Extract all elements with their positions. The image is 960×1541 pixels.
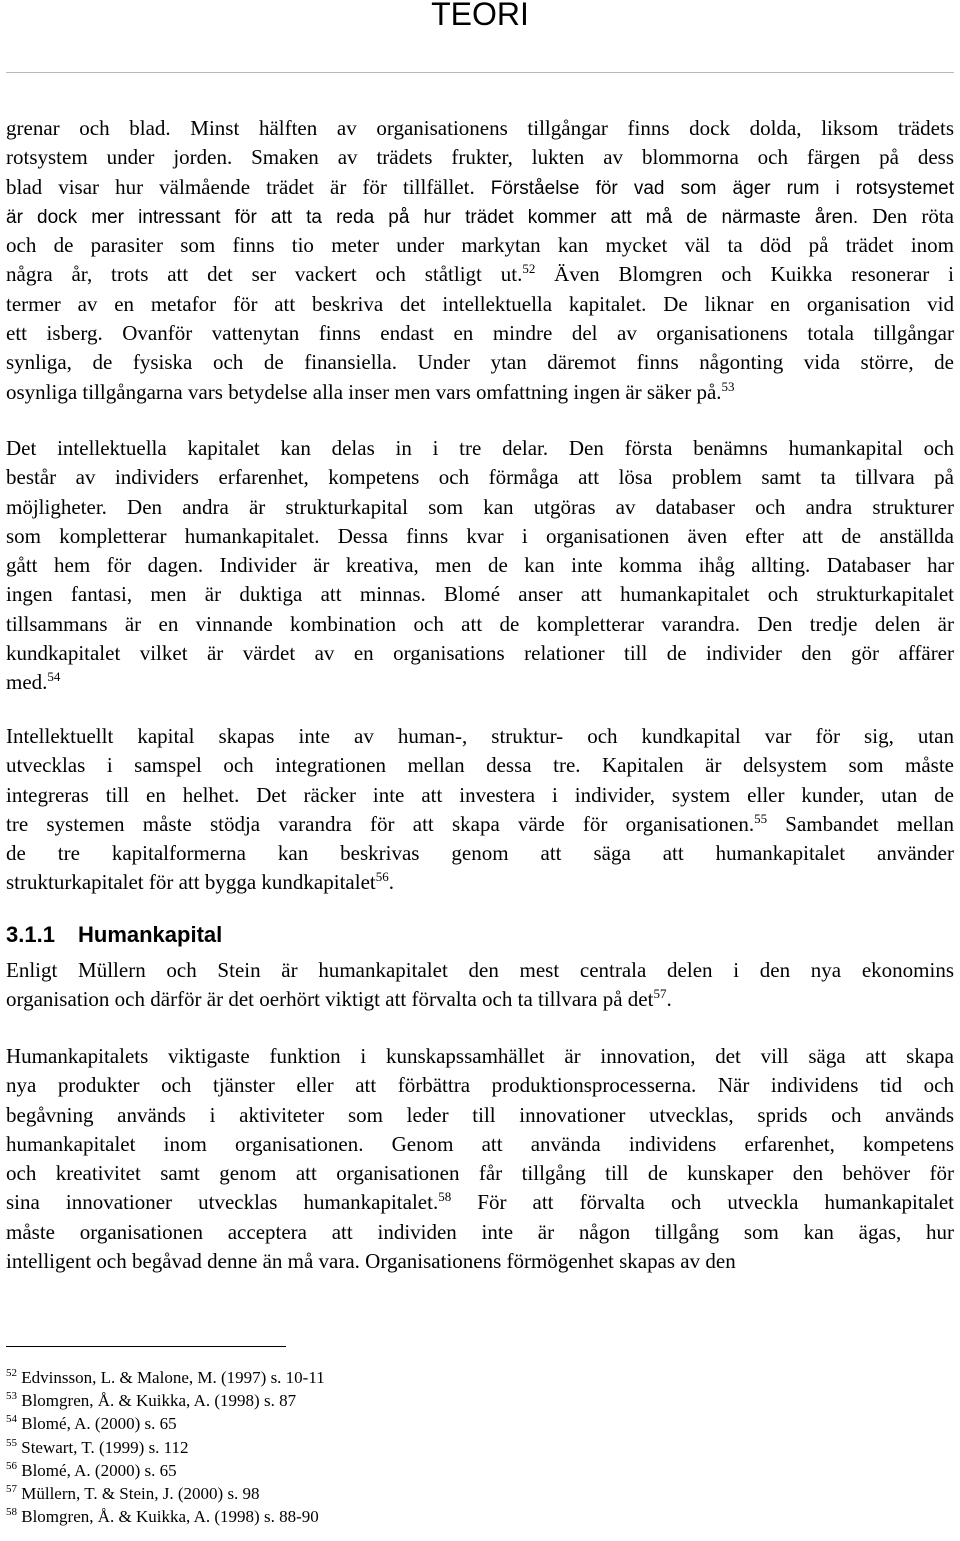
text-run: gått hem för dagen. Individer är kreativa, men de kan inte komma ihåg allting. Databaser har (6, 553, 954, 578)
text-line (6, 231, 954, 260)
footnote-item (6, 1505, 325, 1528)
footnote-item (6, 1436, 325, 1459)
text-run: och de parasiter som finns tio meter under markytan kan mycket väl ta död på trädet inom (6, 233, 954, 258)
text-line (6, 1247, 954, 1276)
text-line (6, 551, 954, 580)
footnote-ref: 58 (438, 1189, 452, 1205)
text-run: intelligent och begåvad denne än må vara. Organisationens förmögenhet skapas av den (6, 1249, 736, 1274)
text-run: organisation och därför är det oerhört viktigt att förvalta och ta tillvara på det (6, 987, 654, 1012)
text-run: består av individers erfarenhet, kompetens och förmåga att lösa problem samt ta tillvara på (6, 465, 954, 490)
paragraph (6, 1042, 954, 1276)
text-run: integreras till en helhet. Det räcker inte att investera i individer, system eller kunder, utan de (6, 782, 954, 807)
footnote-ref: 55 (754, 810, 768, 826)
paragraph (6, 722, 954, 898)
text-run: tillsammans är en vinnande kombination och att de kompletterar varandra. Den tredje delen är (6, 611, 954, 636)
text-run: med. (6, 670, 48, 695)
text-run: utvecklas i samspel och integrationen mellan dessa tre. Kapitalen är delsystem som måste (6, 753, 954, 778)
paragraph (6, 434, 954, 698)
footnote-ref: 53 (721, 378, 735, 394)
footnote-ref: 54 (47, 669, 61, 685)
text-run: ingen fantasi, men är duktiga att minnas. Blomé anser att humankapitalet och strukturkapitalet (6, 582, 954, 607)
text-line (6, 1159, 954, 1188)
text-line (6, 610, 954, 639)
page-header-title: TEORI (431, 0, 529, 32)
text-run: . (388, 870, 394, 895)
section-title: Humankapital (78, 922, 223, 947)
text-line (6, 348, 954, 377)
text-run: nya produkter och tjänster eller att förbättra produktionsprocesserna. När individens tid och (6, 1073, 954, 1098)
footnote-ref: 56 (375, 869, 389, 885)
text-line (6, 260, 954, 289)
header-divider (6, 72, 954, 73)
footnote-text: Blomgren, Å. & Kuikka, A. (1998) s. 88-90 (17, 1507, 319, 1527)
text-line (6, 751, 954, 780)
text-line (6, 114, 954, 143)
text-line (6, 202, 954, 231)
footnote-number: 57 (6, 1483, 17, 1496)
text-line (6, 143, 954, 172)
text-run: några år, trots att det ser vackert och ståtligt ut. (6, 262, 523, 287)
text-line (6, 722, 954, 751)
text-run: Det intellektuella kapitalet kan delas in i tre delar. Den första benämns humankapital och (6, 436, 954, 460)
text-line (6, 839, 954, 868)
text-line (6, 781, 954, 810)
footnote-text: Blomé, A. (2000) s. 65 (17, 1460, 177, 1480)
text-run: Förståelse för vad som äger rum i rotsystemet (490, 177, 954, 199)
text-line (6, 1218, 954, 1247)
text-run: Intellektuellt kapital skapas inte av human-, struktur- och kundkapital var för sig, utan (6, 724, 954, 748)
text-run: Enligt Müllern och Stein är humankapitalet den mest centrala delen i den nya ekonomins (6, 958, 954, 982)
text-run: Humankapitalets viktigaste funktion i kunskapssamhället är innovation, det vill säga att skapa (6, 1044, 954, 1068)
text-line (6, 522, 954, 551)
text-line (6, 1101, 954, 1130)
section-heading (6, 920, 222, 950)
footnote-item (6, 1412, 325, 1435)
text-run: begåvning används i aktiviteter som leder till innovationer utvecklas, sprids och används (6, 1102, 954, 1127)
text-line (6, 290, 954, 319)
text-line (6, 1188, 954, 1217)
footnote-item (6, 1389, 325, 1412)
text-run: måste organisationen acceptera att individen inte är någon tillgång som kan ägas, hur (6, 1219, 954, 1244)
text-line (6, 493, 954, 522)
footnote-text: Blomgren, Å. & Kuikka, A. (1998) s. 87 (17, 1391, 297, 1411)
text-line (6, 580, 954, 609)
text-run: rotsystem under jorden. Smaken av trädets frukter, lukten av blommorna och färgen på dess (6, 145, 954, 170)
footnote-ref: 57 (653, 986, 667, 1002)
footnote-text: Müllern, T. & Stein, J. (2000) s. 98 (17, 1484, 260, 1504)
footnote-number: 52 (6, 1367, 17, 1379)
text-line (6, 463, 954, 492)
text-run: blad visar hur välmående trädet är för tillfället. (6, 174, 491, 199)
section-number: 3.1.1 (6, 922, 55, 947)
text-line (6, 378, 954, 407)
text-run: och kreativitet samt genom att organisationen får tillgång till de kunskaper den behöver för (6, 1161, 954, 1186)
text-run: För att förvalta och utveckla humankapitalet (451, 1190, 954, 1215)
text-run: Även Blomgren och Kuikka resonerar i (535, 262, 954, 287)
text-line (6, 319, 954, 348)
text-run: är dock mer intressant för att ta reda på hur trädet kommer att må de närmaste åren. (6, 206, 859, 228)
footnote-text: Blomé, A. (2000) s. 65 (17, 1414, 177, 1434)
text-run: kundkapitalet vilket är värdet av en organisations relationer till de individer den gör affärer (6, 641, 954, 666)
footnote-number: 54 (6, 1413, 17, 1426)
footnote-number: 56 (6, 1459, 17, 1472)
text-line (6, 1071, 954, 1100)
footnote-number: 58 (6, 1506, 17, 1519)
text-line (6, 868, 954, 897)
footnote-text: Edvinsson, L. & Malone, M. (1997) s. 10-11 (17, 1368, 325, 1387)
text-line (6, 956, 954, 985)
text-run: sina innovationer utvecklas humankapitalet. (6, 1190, 439, 1215)
paragraph (6, 956, 954, 1015)
text-run: tre systemen måste stödja varandra för att skapa värde för organisationen. (6, 811, 755, 836)
text-run: ett isberg. Ovanför vattenytan finns endast en mindre del av organisationens totala tillgångar (6, 321, 954, 346)
text-line (6, 1042, 954, 1071)
text-run: som kompletterar humankapitalet. Dessa finns kvar i organisationen även efter att de anställda (6, 523, 954, 548)
text-line (6, 434, 954, 463)
text-run: Den röta (858, 203, 954, 228)
text-run: . (666, 987, 672, 1012)
text-run: termer av en metafor för att beskriva det intellektuella kapitalet. De liknar en organisation vid (6, 291, 954, 316)
footnote-divider (6, 1346, 286, 1347)
footnote-ref: 52 (522, 261, 536, 277)
footnotes (6, 1366, 325, 1528)
footnote-number: 55 (6, 1436, 17, 1449)
text-run: strukturkapitalet för att bygga kundkapitalet (6, 870, 376, 895)
footnote-number: 53 (6, 1390, 17, 1403)
footnote-item (6, 1482, 325, 1505)
paragraph (6, 114, 954, 407)
text-line (6, 173, 954, 202)
footnote-text: Stewart, T. (1999) s. 112 (17, 1437, 189, 1457)
text-line (6, 668, 954, 697)
text-run: humankapitalet inom organisationen. Genom att använda individens erfarenhet, kompetens (6, 1131, 954, 1156)
footnote-item (6, 1459, 325, 1482)
footnote-item (6, 1366, 325, 1389)
text-line (6, 985, 954, 1014)
text-line (6, 639, 954, 668)
text-line (6, 1130, 954, 1159)
text-run: synliga, de fysiska och de finansiella. Under ytan däremot finns någonting vida större, de (6, 350, 954, 375)
text-run: grenar och blad. Minst hälften av organisationens tillgångar finns dock dolda, liksom trädets (6, 116, 954, 140)
text-run: de tre kapitalformerna kan beskrivas genom att säga att humankapitalet använder (6, 841, 954, 866)
text-line (6, 810, 954, 839)
text-run: Sambandet mellan (767, 811, 954, 836)
text-run: osynliga tillgångarna vars betydelse alla inser men vars omfattning ingen är säker på. (6, 379, 722, 404)
text-run: möjligheter. Den andra är strukturkapital som kan utgöras av databaser och andra strukturer (6, 494, 954, 519)
